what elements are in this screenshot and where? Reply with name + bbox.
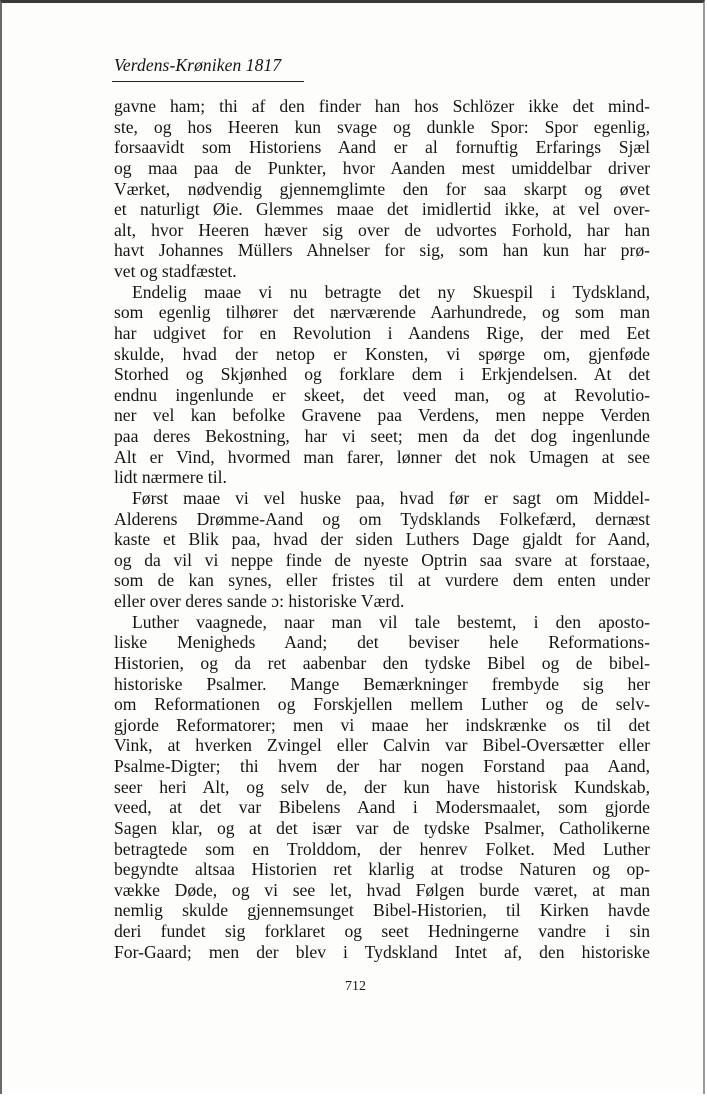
text-line: skulde, hvad der netop er Konsten, vi spørge om, gjenføde — [114, 343, 650, 364]
text-line: betragtede som en Trolddom, der henrev Folket. Med Luther — [114, 838, 650, 859]
text-line: kaste et Blik paa, hvad der siden Luthers Dage gjaldt for Aand, — [114, 529, 650, 550]
text-line: historiske Psalmer. Mange Bemærkninger frembyde sig her — [114, 673, 650, 694]
text-line: Endelig maae vi nu betragte det ny Skuespil i Tydskland, — [132, 281, 650, 302]
text-line: og maa paa de Punkter, hvor Aanden mest umiddelbar driver — [114, 157, 650, 178]
text-line: havt Johannes Müllers Ahnelser for sig, som han kun har prø- — [114, 240, 650, 261]
header-rule — [112, 81, 304, 82]
text-line: gjorde Reformatorer; men vi maae her indskrænke os til det — [114, 714, 650, 735]
text-line: som egenlig tilhører det nærværende Aarhundrede, og som man — [114, 302, 650, 323]
text-line: deri fundet sig forklaret og seet Hedningerne vandre i sin — [114, 921, 650, 941]
text-line: Vink, at hverken Zvingel eller Calvin var Bibel-Oversætter eller — [114, 735, 650, 756]
text-line: ste, og hos Heeren kun svage og dunkle Spor: Spor egenlig, — [114, 116, 650, 137]
text-line: Sagen klar, og at det især var de tydske Psalmer, Catholikerne — [114, 817, 650, 838]
text-line: vække Døde, og vi see let, hvad Følgen burde været, at man — [114, 879, 650, 900]
page-number: 712 — [345, 979, 366, 994]
text-line: gavne ham; thi af den finder han hos Schlözer ikke det mind- — [114, 96, 650, 116]
text-line: Luther vaagnede, naar man vil tale bestemt, i den aposto- — [132, 611, 650, 632]
text-line: Alderens Drømme-Aand og om Tydsklands Folkefærd, dernæst — [114, 508, 650, 529]
text-line: veed, at det var Bibelens Aand i Modersmaalet, som gjorde — [114, 797, 650, 818]
text-line: om Reformationen og Forskjellen mellem Luther og de selv- — [114, 694, 650, 715]
text-line: liske Menigheds Aand; det beviser hele Reformations- — [114, 632, 650, 653]
text-line: endnu ingenlunde er skeet, det veed man, og at Revolutio- — [114, 384, 650, 405]
text-line: Psalme-Digter; thi hvem der har nogen Forstand paa Aand, — [114, 756, 650, 776]
text-line: forsaavidt som Historiens Aand er al fornuftig Erfarings Sjæl — [114, 137, 650, 158]
text-line: seer heri Alt, og selv de, der kun have historisk Kundskab, — [114, 776, 650, 797]
text-line: paa deres Bekostning, har vi seet; men da det dog ingenlunde — [114, 426, 650, 446]
text-line: som de kan synes, eller fristes til at vurdere dem enten under — [114, 570, 650, 591]
body-text — [114, 96, 650, 962]
text-line: har udgivet for en Revolution i Aandens Rige, der med Eet — [114, 322, 650, 343]
text-line: Først maae vi vel huske paa, hvad før er sagt om Middel- — [132, 487, 650, 508]
text-line: et naturligt Øie. Glemmes maae det imidlertid ikke, at vel over- — [114, 199, 650, 220]
text-line: lidt nærmere til. — [114, 467, 227, 488]
running-header: Verdens-Krøniken 1817 — [114, 55, 282, 75]
text-line: begyndte altsaa Historien ret klarlig at trodse Naturen og op- — [114, 859, 650, 880]
text-line: Alt er Vind, hvormed man farer, lønner det nok Umagen at see — [114, 446, 650, 467]
text-line: For-Gaard; men der blev i Tydskland Intet af, den historiske — [114, 941, 650, 962]
text-line: Historien, og da ret aabenbar den tydske Bibel og de bibel- — [114, 652, 650, 673]
text-line: og da vil vi neppe finde de nyeste Optrin saa svare at forstaae, — [114, 549, 650, 570]
text-line: Værket, nødvendig gjennemglimte den for saa skarpt og øvet — [114, 178, 650, 199]
text-line: nemlig skulde gjennemsunget Bibel-Historien, til Kirken havde — [114, 900, 650, 921]
text-line: ner vel kan befolke Gravene paa Verdens, men neppe Verden — [114, 405, 650, 426]
text-line: alt, hvor Heeren hæver sig over de udvortes Forhold, har han — [114, 219, 650, 240]
text-line: vet og stadfæstet. — [114, 261, 237, 281]
text-line: Storhed og Skjønhed og forklare dem i Erkjendelsen. At det — [114, 364, 650, 385]
text-line: eller over deres sande ɔ: historiske Værd. — [114, 591, 405, 611]
